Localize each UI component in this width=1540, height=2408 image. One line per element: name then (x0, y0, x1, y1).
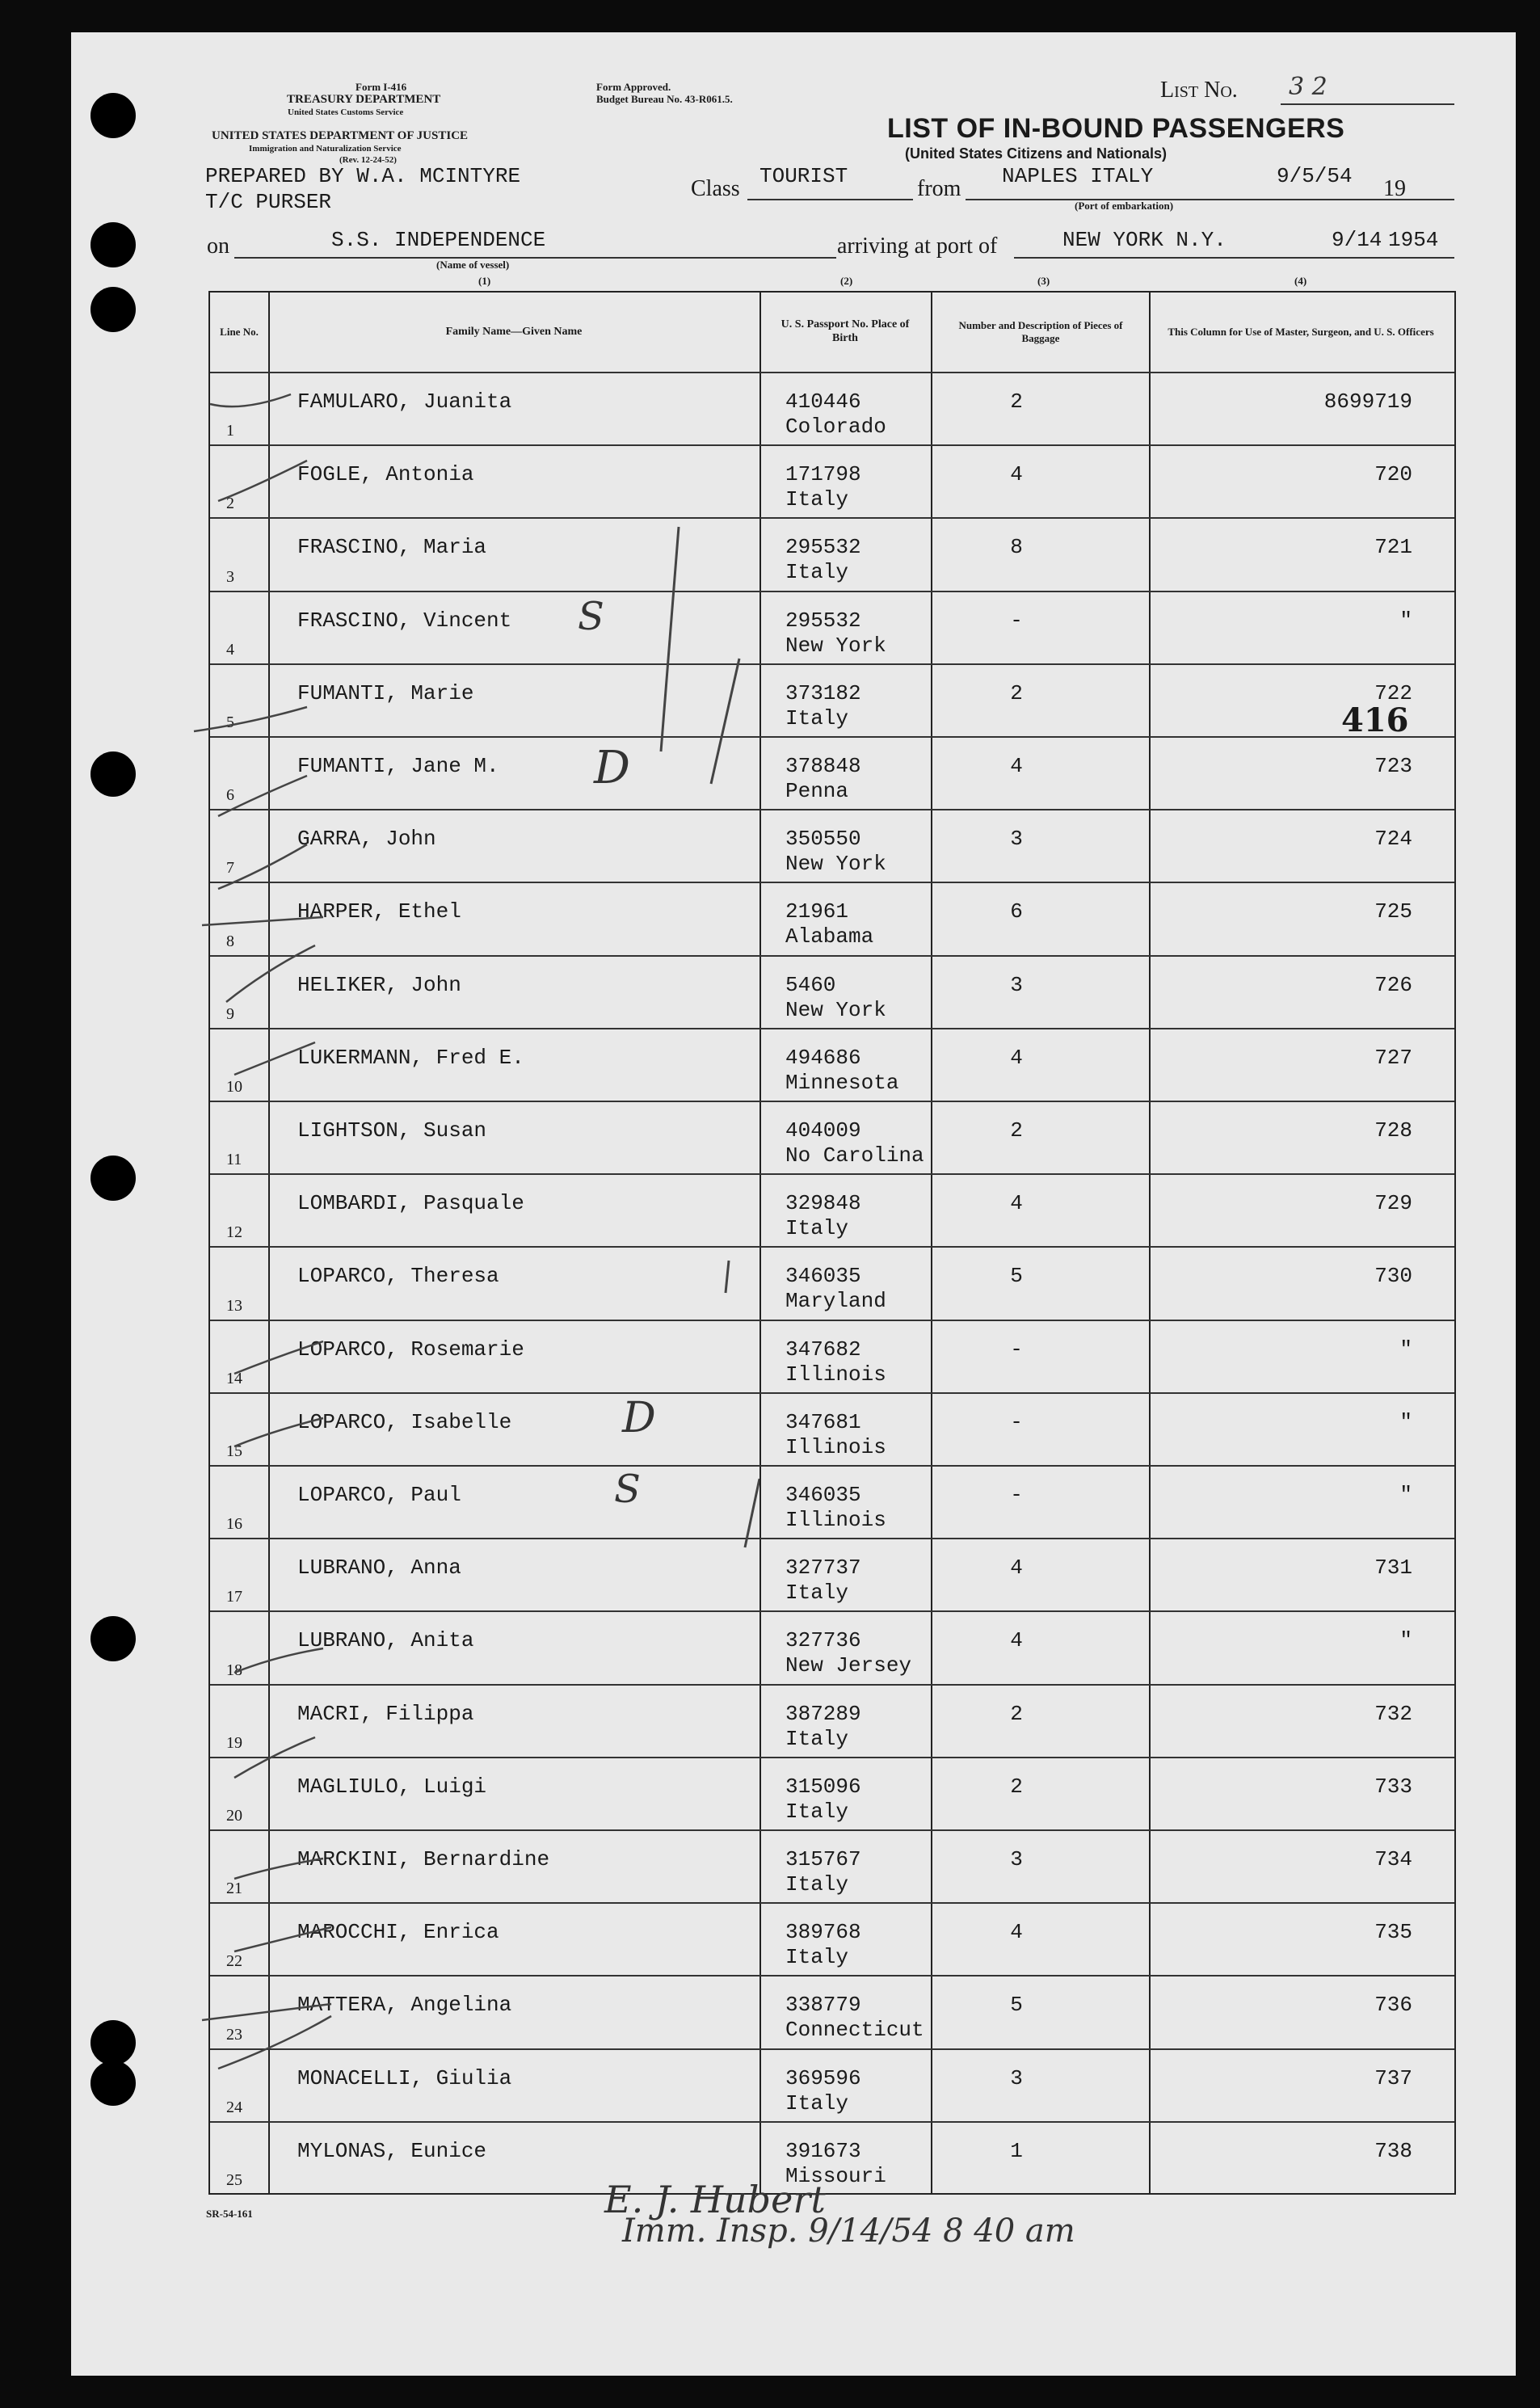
place-of-birth: Penna (785, 779, 849, 803)
baggage-count: 3 (1010, 1847, 1023, 1871)
place-of-birth: Maryland (785, 1289, 886, 1314)
baggage-count: 4 (1010, 1920, 1023, 1945)
passenger-name: HELIKER, John (297, 972, 461, 997)
passport-number: 327736 (785, 1628, 861, 1653)
baggage-count: 4 (1010, 1191, 1023, 1216)
line-number: 24 (226, 2098, 242, 2116)
officer-number: 724 (1374, 827, 1412, 852)
passport-number: 295532 (785, 608, 861, 633)
line-number: 19 (226, 1733, 242, 1752)
table-row (210, 1975, 1454, 2049)
passport-number: 295532 (785, 535, 861, 560)
handwritten-mark-s: S (578, 594, 604, 639)
line-number: 15 (226, 1442, 242, 1460)
table-row (210, 1028, 1454, 1102)
officer-number: " (1399, 1483, 1412, 1507)
passenger-name: MACRI, Filippa (297, 1701, 474, 1726)
passenger-name: HARPER, Ethel (297, 899, 461, 924)
arrival-year: 1954 (1388, 228, 1439, 252)
line-number: 2 (226, 495, 234, 513)
officer-number: 735 (1374, 1920, 1412, 1945)
document-subtitle: (United States Citizens and Nationals) (905, 145, 1168, 162)
header-line-no: Line No. (220, 326, 259, 339)
customs-service: United States Customs Service (288, 107, 404, 117)
line-number: 18 (226, 1661, 242, 1679)
passenger-name: MAROCCHI, Enrica (297, 1920, 499, 1945)
line-number: 3 (226, 567, 234, 586)
passport-number: 346035 (785, 1264, 861, 1289)
from-port: NAPLES ITALY (1002, 164, 1154, 188)
officer-number: 738 (1374, 2138, 1412, 2163)
place-of-birth: Italy (785, 487, 849, 512)
list-no-label: List No. (1160, 78, 1238, 103)
column-2-number: (2) (840, 275, 853, 287)
place-of-birth: Italy (785, 2090, 849, 2115)
column-3-number: (3) (1037, 275, 1050, 287)
line-number: 20 (226, 1806, 242, 1825)
binder-hole (90, 1616, 136, 1661)
passenger-name: FOGLE, Antonia (297, 462, 474, 487)
officer-number: 731 (1374, 1556, 1412, 1581)
passenger-name: LOPARCO, Rosemarie (297, 1337, 524, 1362)
place-of-birth: New Jersey (785, 1653, 912, 1678)
baggage-count: - (1010, 608, 1023, 633)
officer-number: 732 (1374, 1701, 1412, 1726)
passport-number: 327737 (785, 1556, 861, 1581)
baggage-count: 5 (1010, 1264, 1023, 1289)
passenger-name: LOPARCO, Paul (297, 1483, 461, 1507)
passenger-name: LIGHTSON, Susan (297, 1118, 487, 1143)
list-no-value: 3 2 (1289, 73, 1328, 101)
line-number: 7 (226, 859, 234, 878)
passport-number: 171798 (785, 462, 861, 487)
class-label: Class (691, 176, 740, 201)
officer-number: 728 (1374, 1118, 1412, 1143)
baggage-count: 2 (1010, 389, 1023, 414)
passenger-name: MARCKINI, Bernardine (297, 1847, 550, 1871)
officer-number: 734 (1374, 1847, 1412, 1871)
header-officers: This Column for Use of Master, Surgeon, and U. S. Officers (1168, 326, 1434, 339)
table-row (210, 1829, 1454, 1904)
table-row (210, 663, 1454, 738)
baggage-count: 4 (1010, 462, 1023, 487)
passenger-name: FRASCINO, Maria (297, 535, 487, 560)
table-row (210, 1538, 1454, 1612)
officer-number: 726 (1374, 972, 1412, 997)
class-value: TOURIST (759, 164, 848, 188)
form-number: Form I-416 (356, 81, 407, 93)
table-row (210, 1101, 1454, 1175)
officer-number: 720 (1374, 462, 1412, 487)
passport-number: 315767 (785, 1847, 861, 1871)
officer-number: " (1399, 1628, 1412, 1653)
place-of-birth: Italy (785, 1581, 849, 1606)
table-row (210, 882, 1454, 956)
passenger-name: LOPARCO, Isabelle (297, 1409, 512, 1434)
passport-number: 5460 (785, 972, 836, 997)
passport-number: 21961 (785, 899, 849, 924)
place-of-birth: Italy (785, 560, 849, 585)
line-number: 16 (226, 1515, 242, 1534)
arrival-port: NEW YORK N.Y. (1062, 228, 1227, 252)
officer-number: 736 (1374, 1993, 1412, 2018)
officer-number: 730 (1374, 1264, 1412, 1289)
baggage-count: 4 (1010, 1628, 1023, 1653)
line-number: 14 (226, 1369, 242, 1387)
on-label: on (207, 234, 229, 259)
document-title: LIST OF IN-BOUND PASSENGERS (887, 113, 1345, 144)
table-row (210, 444, 1454, 519)
baggage-count: 6 (1010, 899, 1023, 924)
line-number: 25 (226, 2170, 242, 2189)
table-row (210, 1173, 1454, 1248)
form-code: SR-54-161 (206, 2208, 253, 2220)
handwritten-mark-s: S (614, 1467, 641, 1512)
passport-number: 404009 (785, 1118, 861, 1143)
binder-hole (90, 2061, 136, 2106)
baggage-count: 2 (1010, 1701, 1023, 1726)
baggage-count: - (1010, 1483, 1023, 1507)
passenger-name: FAMULARO, Juanita (297, 389, 512, 414)
officer-number: 721 (1374, 535, 1412, 560)
place-of-birth: Italy (785, 705, 849, 730)
line-number: 17 (226, 1588, 242, 1606)
table-row (210, 1757, 1454, 1831)
port-embarkation-caption: (Port of embarkation) (1075, 200, 1174, 212)
purser: T/C PURSER (205, 190, 332, 214)
baggage-count: 3 (1010, 2065, 1023, 2090)
officer-number: 722 (1374, 680, 1412, 705)
passport-number: 315096 (785, 1774, 861, 1799)
table-row (210, 1902, 1454, 1976)
officer-number: 723 (1374, 754, 1412, 778)
line-number: 4 (226, 640, 234, 659)
line-number: 13 (226, 1296, 242, 1315)
place-of-birth: New York (785, 852, 886, 877)
officer-number: 737 (1374, 2065, 1412, 2090)
passenger-name: LOMBARDI, Pasquale (297, 1191, 524, 1216)
place-of-birth: Illinois (785, 1362, 886, 1387)
table-row (210, 1465, 1454, 1539)
place-of-birth: Colorado (785, 415, 886, 439)
passport-number: 410446 (785, 389, 861, 414)
line-number: 11 (226, 1151, 242, 1169)
binder-hole (90, 93, 136, 138)
baggage-count: 2 (1010, 1774, 1023, 1799)
table-row (210, 591, 1454, 665)
line-number: 10 (226, 1077, 242, 1096)
baggage-count: 4 (1010, 1556, 1023, 1581)
departure-date: 9/5/54 (1277, 164, 1353, 188)
handwritten-mark-d: D (594, 742, 630, 794)
line-number: 21 (226, 1880, 242, 1898)
passenger-name: LOPARCO, Theresa (297, 1264, 499, 1289)
passenger-name: FUMANTI, Marie (297, 680, 474, 705)
baggage-count: - (1010, 1409, 1023, 1434)
table-row (210, 2048, 1454, 2123)
line-number: 8 (226, 932, 234, 950)
passenger-table (208, 291, 1456, 2195)
place-of-birth: Italy (785, 1945, 849, 1970)
passport-number: 387289 (785, 1701, 861, 1726)
header-baggage: Number and Description of Pieces of Baggage (958, 319, 1123, 344)
vessel-caption: (Name of vessel) (436, 259, 510, 271)
officer-number: 729 (1374, 1191, 1412, 1216)
year-label: 19 (1383, 176, 1406, 201)
officer-number: " (1399, 608, 1412, 633)
passport-number: 338779 (785, 1993, 861, 2018)
stamp-number: 416 (1341, 701, 1409, 739)
passport-number: 494686 (785, 1045, 861, 1070)
passport-number: 329848 (785, 1191, 861, 1216)
binder-hole (90, 751, 136, 797)
department-of-justice: UNITED STATES DEPARTMENT OF JUSTICE (212, 129, 469, 142)
baggage-count: 4 (1010, 754, 1023, 778)
place-of-birth: New York (785, 633, 886, 658)
budget-bureau: Budget Bureau No. 43-R061.5. (596, 93, 733, 105)
place-of-birth: Minnesota (785, 1070, 899, 1095)
table-row (210, 955, 1454, 1029)
place-of-birth: No Carolina (785, 1143, 924, 1168)
passenger-name: LUBRANO, Anna (297, 1556, 461, 1581)
handwritten-strokes (517, 517, 759, 1551)
passport-number: 350550 (785, 827, 861, 852)
baggage-count: 3 (1010, 972, 1023, 997)
ins-service: Immigration and Naturalization Service (249, 144, 402, 154)
line-number: 12 (226, 1223, 242, 1242)
column-1-number: (1) (478, 275, 491, 287)
arrival-date: 9/14 (1332, 228, 1382, 252)
passport-number: 369596 (785, 2065, 861, 2090)
baggage-count: 1 (1010, 2138, 1023, 2163)
baggage-count: - (1010, 1337, 1023, 1362)
place-of-birth: Italy (785, 1799, 849, 1824)
inspector-signature-date: Imm. Insp. 9/14/54 8 40 am (622, 2212, 1075, 2250)
place-of-birth: Illinois (785, 1434, 886, 1459)
prepared-by: PREPARED BY W.A. MCINTYRE (205, 164, 521, 188)
form-revision: (Rev. 12-24-52) (339, 155, 397, 165)
place-of-birth: Italy (785, 1726, 849, 1751)
table-row (210, 372, 1454, 446)
place-of-birth: Italy (785, 1872, 849, 1897)
passport-number: 389768 (785, 1920, 861, 1945)
binder-hole (90, 2020, 136, 2065)
passport-number: 373182 (785, 680, 861, 705)
officer-number: " (1399, 1337, 1412, 1362)
passenger-name: FUMANTI, Jane M. (297, 754, 499, 778)
place-of-birth: Missouri (785, 2163, 886, 2188)
passport-number: 378848 (785, 754, 861, 778)
passenger-name: MATTERA, Angelina (297, 1993, 512, 2018)
passport-number: 347681 (785, 1409, 861, 1434)
passport-number: 391673 (785, 2138, 861, 2163)
officer-number: 8699719 (1323, 389, 1412, 414)
passenger-name: GARRA, John (297, 827, 436, 852)
binder-hole (90, 222, 136, 267)
passport-number: 347682 (785, 1337, 861, 1362)
officer-number: 727 (1374, 1045, 1412, 1070)
table-row (210, 1684, 1454, 1758)
header-name: Family Name—Given Name (445, 325, 583, 338)
line-number: 22 (226, 1952, 242, 1971)
baggage-count: 2 (1010, 680, 1023, 705)
from-label: from (917, 176, 961, 201)
table-row (210, 1392, 1454, 1467)
table-row (210, 736, 1454, 810)
handwritten-mark-d: D (622, 1394, 656, 1442)
table-row (210, 1610, 1454, 1685)
passenger-name: LUKERMANN, Fred E. (297, 1045, 524, 1070)
baggage-count: 8 (1010, 535, 1023, 560)
line-number: 6 (226, 786, 234, 805)
table-row (210, 517, 1454, 591)
place-of-birth: New York (785, 997, 886, 1022)
officer-number: " (1399, 1409, 1412, 1434)
place-of-birth: Illinois (785, 1508, 886, 1532)
check-marks (186, 388, 364, 2117)
header-passport: U. S. Passport No. Place of Birth (781, 318, 910, 344)
inspector-signature: E. J. Hubert (604, 2178, 826, 2221)
officer-number: 725 (1374, 899, 1412, 924)
place-of-birth: Italy (785, 1216, 849, 1241)
passenger-name: MAGLIULO, Luigi (297, 1774, 487, 1799)
baggage-count: 5 (1010, 1993, 1023, 2018)
place-of-birth: Connecticut (785, 2018, 924, 2043)
form-approved: Form Approved. (596, 81, 671, 93)
table-row (210, 809, 1454, 883)
line-number: 9 (226, 1004, 234, 1023)
passport-number: 346035 (785, 1483, 861, 1507)
table-row (210, 2121, 1454, 2195)
line-number: 23 (226, 2025, 242, 2044)
passenger-name: FRASCINO, Vincent (297, 608, 512, 633)
binder-hole (90, 1156, 136, 1201)
arriving-label: arriving at port of (837, 234, 998, 259)
binder-hole (90, 287, 136, 332)
officer-number: 733 (1374, 1774, 1412, 1799)
line-number: 5 (226, 713, 234, 731)
vessel-name: S.S. INDEPENDENCE (331, 228, 546, 252)
table-row (210, 1246, 1454, 1320)
table-row (210, 1320, 1454, 1394)
passenger-name: MYLONAS, Eunice (297, 2138, 487, 2163)
baggage-count: 4 (1010, 1045, 1023, 1070)
place-of-birth: Alabama (785, 924, 874, 949)
baggage-count: 3 (1010, 827, 1023, 852)
column-4-number: (4) (1294, 275, 1307, 287)
passenger-name: LUBRANO, Anita (297, 1628, 474, 1653)
line-number: 1 (226, 422, 234, 440)
passenger-name: MONACELLI, Giulia (297, 2065, 512, 2090)
treasury-department: TREASURY DEPARTMENT (287, 93, 441, 106)
baggage-count: 2 (1010, 1118, 1023, 1143)
